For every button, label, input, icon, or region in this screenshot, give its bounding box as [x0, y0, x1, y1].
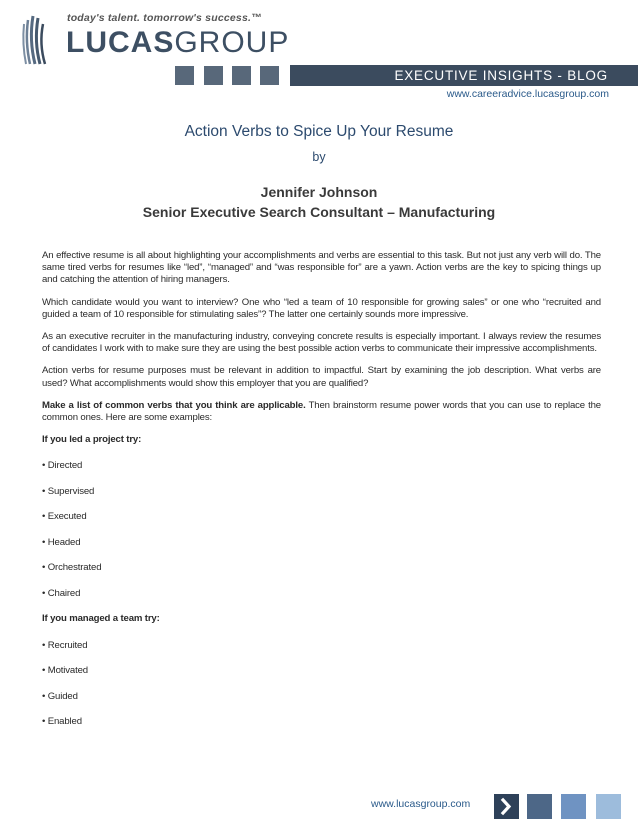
list-item: • Motivated: [42, 665, 88, 677]
list-item: • Directed: [42, 460, 83, 472]
paragraph: An effective resume is all about highlighting your accomplishments and verbs are essential to this task. But not just any verb will do. The same tired verbs for resumes like “led”, “managed” and “was responsible for” are a yawn. Action verbs are the key to spicing things up and catching the attention of hiring managers.: [42, 250, 601, 286]
logo-stripes-icon: [20, 14, 48, 66]
list-item: • Guided: [42, 690, 78, 702]
paragraph: Action verbs for resume purposes must be relevant in addition to impactful. Start by examining the job description. What verbs are used? What accomplishments would show this employer that you are qualified?: [42, 365, 601, 389]
article-body: [42, 250, 601, 742]
paragraph: Make a list of common verbs that you think are applicable. Then brainstorm resume power words that you can use to replace the common ones. Here are some examples:: [42, 399, 601, 424]
header-square: [204, 66, 223, 85]
header-square: [260, 66, 279, 85]
logo-tagline: today's talent. tomorrow's success.™: [67, 12, 262, 24]
section-banner: EXECUTIVE INSIGHTS - BLOG: [290, 65, 638, 86]
author-name: Jennifer Johnson: [260, 184, 378, 200]
list-item: • Orchestrated: [42, 562, 102, 574]
chevron-right-icon: [494, 794, 519, 819]
list-item: • Chaired: [42, 587, 81, 599]
list-item: • Headed: [42, 536, 81, 548]
next-page-button[interactable]: [494, 794, 519, 819]
list-heading: If you managed a team try:: [42, 613, 160, 625]
paragraph: Which candidate would you want to interview? One who “led a team of 10 responsible for growing sales” or one who “recruited and guided a team of 10 responsible for stimulating sales”? The latter one certainly sounds more impressive.: [42, 296, 601, 320]
author-role: Senior Executive Search Consultant – Manufacturing: [142, 204, 496, 220]
list-item: • Executed: [42, 511, 87, 523]
paragraph-emphasis: Make a list of common verbs that you think are applicable.: [42, 399, 306, 411]
byline-by: by: [312, 150, 326, 164]
list-item: • Enabled: [42, 716, 82, 728]
list-item: • Recruited: [42, 639, 88, 651]
header-square: [232, 66, 251, 85]
header-square: [175, 66, 194, 85]
logo-wordmark: LUCASGROUP: [66, 26, 290, 59]
footer-square: [527, 794, 552, 819]
footer-square: [596, 794, 621, 819]
list-heading: If you led a project try:: [42, 434, 142, 446]
page-title: Action Verbs to Spice Up Your Resume: [184, 123, 454, 140]
footer-url-link[interactable]: www.lucasgroup.com: [371, 798, 471, 810]
header-url-link[interactable]: www.careeradvice.lucasgroup.com: [446, 88, 609, 100]
list-item: • Supervised: [42, 485, 95, 497]
lucas-group-logo: [20, 6, 290, 68]
footer-square: [561, 794, 586, 819]
paragraph: As an executive recruiter in the manufacturing industry, conveying concrete results is especially important. I always review the resumes of candidates I work with to make sure they are using the best possible action verbs to communicate their impressive accomplishments.: [42, 331, 601, 355]
